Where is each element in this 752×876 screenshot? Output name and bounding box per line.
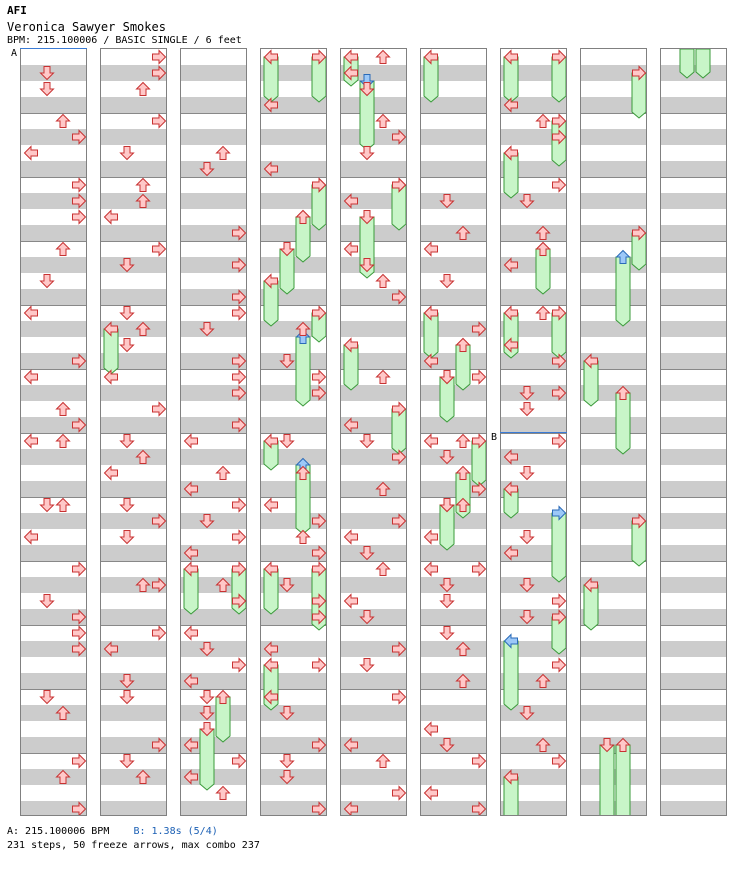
- step-arrow: [281, 771, 294, 784]
- step-arrow: [393, 451, 406, 464]
- step-arrow: [313, 739, 326, 752]
- step-arrow: [153, 243, 166, 256]
- step-arrow: [217, 787, 230, 800]
- step-arrow: [201, 643, 214, 656]
- step-arrow: [377, 371, 390, 384]
- step-arrow: [281, 755, 294, 768]
- step-arrow: [473, 755, 486, 768]
- measure-column-4: [260, 48, 327, 816]
- step-arrow: [361, 611, 374, 624]
- step-arrow: [553, 355, 566, 368]
- freeze-arrow: [296, 337, 310, 406]
- step-arrow: [345, 419, 358, 432]
- step-arrow: [425, 435, 438, 448]
- step-arrow: [121, 755, 134, 768]
- step-arrow: [121, 499, 134, 512]
- step-arrow: [73, 563, 86, 576]
- step-arrow: [57, 499, 70, 512]
- step-arrow: [201, 691, 214, 704]
- step-arrow: [425, 723, 438, 736]
- step-arrow: [313, 371, 326, 384]
- step-arrow: [233, 355, 246, 368]
- step-arrow: [361, 147, 374, 160]
- step-arrow: [137, 451, 150, 464]
- step-arrow: [73, 355, 86, 368]
- arrow-layer: [581, 49, 647, 816]
- step-arrow: [537, 307, 550, 320]
- step-arrow: [73, 627, 86, 640]
- freeze-body: [680, 49, 694, 78]
- arrow-layer: [661, 49, 727, 816]
- step-arrow: [185, 771, 198, 784]
- step-arrow: [521, 579, 534, 592]
- step-arrow: [41, 595, 54, 608]
- step-arrow: [313, 515, 326, 528]
- step-arrow: [457, 227, 470, 240]
- step-arrow: [313, 387, 326, 400]
- step-arrow: [553, 435, 566, 448]
- step-arrow: [25, 371, 38, 384]
- step-arrow: [73, 179, 86, 192]
- step-arrow: [425, 563, 438, 576]
- step-arrow: [265, 499, 278, 512]
- step-arrow: [521, 611, 534, 624]
- freeze-body: [616, 257, 630, 326]
- step-arrow: [441, 275, 454, 288]
- step-arrow: [121, 675, 134, 688]
- bpm-a-text: A: 215.100006 BPM: [7, 826, 110, 837]
- step-arrow: [41, 83, 54, 96]
- step-arrow: [265, 643, 278, 656]
- bpm-line-a: [20, 48, 87, 49]
- measure-column-6: [420, 48, 487, 816]
- step-arrow: [233, 499, 246, 512]
- step-arrow: [105, 643, 118, 656]
- step-arrow: [473, 563, 486, 576]
- step-arrow: [441, 739, 454, 752]
- step-arrow: [441, 627, 454, 640]
- step-arrow: [25, 435, 38, 448]
- step-arrow: [393, 515, 406, 528]
- arrow-layer: [101, 49, 167, 816]
- step-arrow: [121, 531, 134, 544]
- step-arrow: [217, 579, 230, 592]
- step-arrow: [473, 371, 486, 384]
- step-arrow: [281, 707, 294, 720]
- step-arrow: [457, 675, 470, 688]
- step-arrow: [41, 67, 54, 80]
- step-arrow: [105, 371, 118, 384]
- freeze-body: [600, 745, 614, 816]
- step-arrow: [185, 675, 198, 688]
- step-arrow: [153, 627, 166, 640]
- measure-column-5: [340, 48, 407, 816]
- step-arrow: [233, 531, 246, 544]
- step-arrow: [73, 611, 86, 624]
- step-arrow: [185, 435, 198, 448]
- step-arrow: [521, 467, 534, 480]
- step-arrow: [441, 195, 454, 208]
- step-arrow: [265, 163, 278, 176]
- step-arrow: [457, 435, 470, 448]
- step-arrow: [41, 691, 54, 704]
- step-arrow: [297, 531, 310, 544]
- step-arrow: [425, 355, 438, 368]
- freeze-body: [296, 337, 310, 406]
- step-arrow: [121, 435, 134, 448]
- arrow-layer: [181, 49, 247, 816]
- step-arrow: [393, 787, 406, 800]
- measure-column-8: [580, 48, 647, 816]
- step-arrow: [201, 515, 214, 528]
- step-arrow: [553, 755, 566, 768]
- song-title: Veronica Sawyer Smokes: [7, 20, 166, 34]
- step-arrow: [377, 115, 390, 128]
- freeze-body: [616, 393, 630, 454]
- step-arrow: [425, 531, 438, 544]
- measure-column-9: [660, 48, 727, 816]
- freeze-arrow: [696, 49, 710, 78]
- freeze-arrow: [616, 393, 630, 454]
- step-arrow: [393, 291, 406, 304]
- freeze-body: [696, 49, 710, 78]
- step-arrow: [377, 51, 390, 64]
- step-arrow: [153, 579, 166, 592]
- step-arrow: [233, 259, 246, 272]
- step-arrow: [121, 307, 134, 320]
- step-arrow: [25, 531, 38, 544]
- arrow-layer: [341, 49, 407, 816]
- bpm-b-text: B: 1.38s (5/4): [133, 826, 218, 837]
- step-arrow: [505, 259, 518, 272]
- step-arrow: [201, 323, 214, 336]
- step-arrow: [233, 291, 246, 304]
- step-arrow: [377, 563, 390, 576]
- bpm-marker-b: B: [491, 432, 498, 443]
- step-arrow: [521, 403, 534, 416]
- freeze-arrow: [200, 729, 214, 790]
- step-arrow: [137, 579, 150, 592]
- step-arrow: [217, 147, 230, 160]
- step-arrow: [121, 691, 134, 704]
- step-arrow: [73, 211, 86, 224]
- step-arrow: [537, 739, 550, 752]
- step-arrow: [233, 307, 246, 320]
- step-arrow: [441, 579, 454, 592]
- step-arrow: [345, 803, 358, 816]
- step-arrow: [153, 739, 166, 752]
- step-arrow: [73, 195, 86, 208]
- step-arrow: [41, 275, 54, 288]
- step-arrow: [105, 211, 118, 224]
- freeze-arrow: [616, 257, 630, 326]
- step-arrow: [121, 339, 134, 352]
- arrow-layer: [261, 49, 327, 816]
- step-arrow: [281, 355, 294, 368]
- step-arrow: [393, 131, 406, 144]
- step-arrow: [457, 643, 470, 656]
- step-arrow: [73, 803, 86, 816]
- step-arrow: [377, 275, 390, 288]
- step-arrow: [537, 227, 550, 240]
- step-arrow: [361, 659, 374, 672]
- step-arrow: [57, 707, 70, 720]
- step-arrow: [185, 547, 198, 560]
- freeze-body: [200, 729, 214, 790]
- step-arrow: [105, 467, 118, 480]
- step-arrow: [313, 659, 326, 672]
- step-arrow: [57, 435, 70, 448]
- step-arrow: [73, 643, 86, 656]
- step-arrow: [233, 755, 246, 768]
- step-arrow: [57, 243, 70, 256]
- step-arrow: [153, 515, 166, 528]
- step-arrow: [121, 147, 134, 160]
- step-arrow: [137, 179, 150, 192]
- step-arrow: [553, 179, 566, 192]
- step-arrow: [537, 675, 550, 688]
- step-arrow: [153, 115, 166, 128]
- step-arrow: [217, 467, 230, 480]
- step-arrow: [233, 419, 246, 432]
- step-arrow: [153, 67, 166, 80]
- step-arrow: [473, 323, 486, 336]
- step-arrow: [25, 307, 38, 320]
- step-stats: 231 steps, 50 freeze arrows, max combo 237: [7, 840, 260, 851]
- freeze-arrow: [504, 641, 518, 710]
- step-arrow: [265, 99, 278, 112]
- step-arrow: [473, 803, 486, 816]
- step-arrow: [57, 771, 70, 784]
- freeze-body: [504, 641, 518, 710]
- step-arrow: [393, 691, 406, 704]
- step-arrow: [73, 419, 86, 432]
- step-arrow: [201, 707, 214, 720]
- step-arrow: [361, 435, 374, 448]
- step-arrow: [233, 371, 246, 384]
- step-arrow: [441, 595, 454, 608]
- step-arrow: [57, 403, 70, 416]
- bpm-marker-a: A: [11, 48, 18, 59]
- step-arrow: [137, 323, 150, 336]
- step-arrow: [185, 739, 198, 752]
- step-arrow: [345, 595, 358, 608]
- bpm-legend: [7, 825, 218, 839]
- step-arrow: [377, 755, 390, 768]
- step-arrow: [185, 483, 198, 496]
- step-arrow: [441, 451, 454, 464]
- step-arrow: [473, 483, 486, 496]
- step-arrow: [521, 387, 534, 400]
- step-arrow: [153, 403, 166, 416]
- freeze-arrow: [616, 745, 630, 816]
- step-arrow: [233, 659, 246, 672]
- step-arrow: [281, 435, 294, 448]
- freeze-body: [552, 513, 566, 582]
- step-arrow: [361, 547, 374, 560]
- step-arrow: [73, 131, 86, 144]
- step-arrow: [137, 195, 150, 208]
- step-arrow: [345, 531, 358, 544]
- step-arrow: [393, 643, 406, 656]
- artist-name: AFI: [7, 4, 27, 17]
- step-arrow: [201, 163, 214, 176]
- measure-column-1: [20, 48, 87, 816]
- freeze-body: [616, 745, 630, 816]
- bpm-line-b: [500, 432, 567, 433]
- step-arrow: [57, 115, 70, 128]
- freeze-arrow: [680, 49, 694, 78]
- step-arrow: [313, 547, 326, 560]
- arrow-layer: [421, 49, 487, 816]
- step-arrow: [25, 147, 38, 160]
- step-arrow: [521, 707, 534, 720]
- chart-meta: BPM: 215.100006 / BASIC SINGLE / 6 feet: [7, 35, 242, 46]
- step-arrow: [73, 755, 86, 768]
- measure-column-2: [100, 48, 167, 816]
- freeze-arrow: [600, 745, 614, 816]
- step-arrow: [313, 803, 326, 816]
- freeze-arrow: [552, 513, 566, 582]
- step-arrow: [345, 195, 358, 208]
- step-arrow: [505, 547, 518, 560]
- step-arrow: [425, 243, 438, 256]
- step-arrow: [137, 83, 150, 96]
- step-arrow: [233, 387, 246, 400]
- step-arrow: [121, 259, 134, 272]
- step-arrow: [521, 195, 534, 208]
- step-arrow: [505, 99, 518, 112]
- step-arrow: [537, 115, 550, 128]
- step-arrow: [345, 243, 358, 256]
- step-arrow: [553, 595, 566, 608]
- step-arrow: [233, 227, 246, 240]
- measure-column-3: [180, 48, 247, 816]
- step-arrow: [153, 51, 166, 64]
- step-arrow: [553, 659, 566, 672]
- step-arrow: [345, 739, 358, 752]
- arrow-layer: [21, 49, 87, 816]
- step-arrow: [521, 531, 534, 544]
- step-arrow: [377, 483, 390, 496]
- step-arrow: [505, 451, 518, 464]
- step-arrow: [137, 771, 150, 784]
- step-arrow: [553, 387, 566, 400]
- step-arrow: [185, 627, 198, 640]
- step-arrow: [281, 579, 294, 592]
- step-arrow: [41, 499, 54, 512]
- step-arrow: [425, 787, 438, 800]
- step-arrow: [297, 323, 310, 336]
